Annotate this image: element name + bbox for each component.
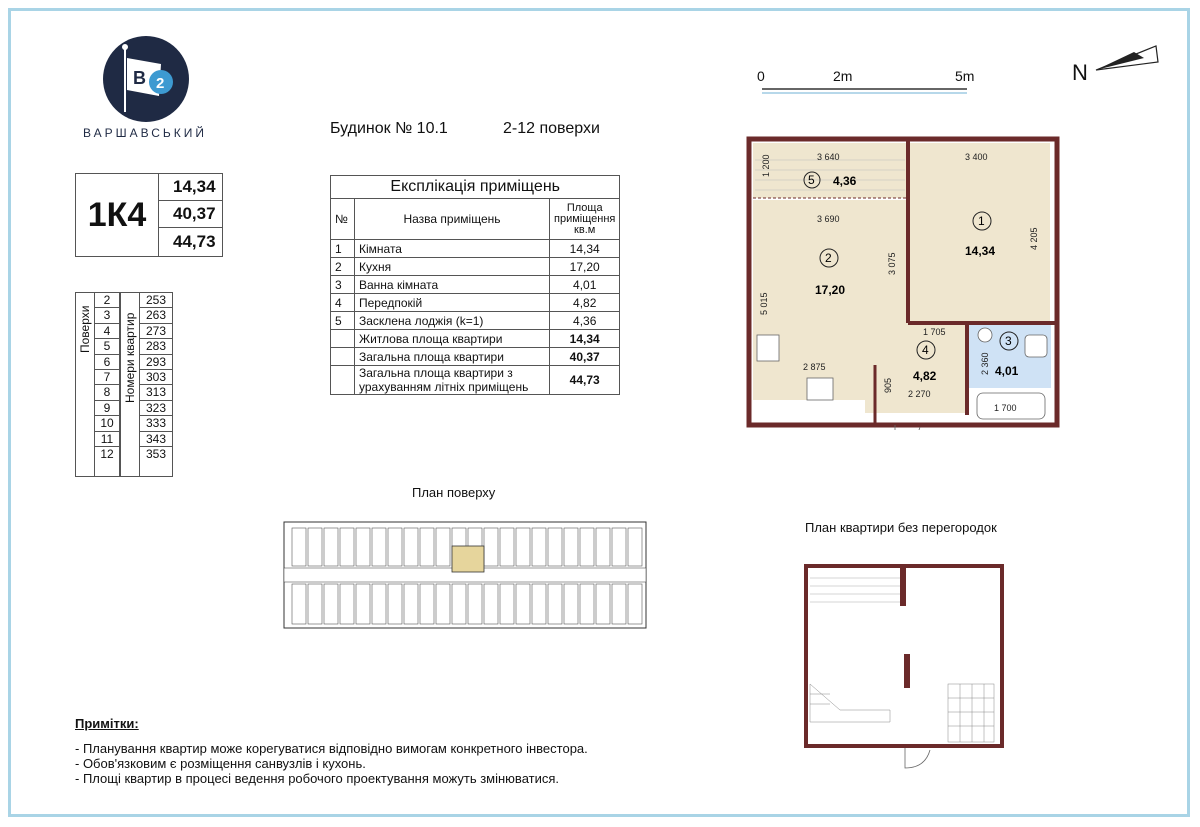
floor-cell: 7 xyxy=(95,370,119,385)
explication-row xyxy=(331,276,620,294)
col-area: Площа приміщення кв.м xyxy=(550,199,620,240)
explication-name: Ванна кімната xyxy=(355,276,550,294)
scale-0: 0 xyxy=(757,68,765,84)
dim-3400: 3 400 xyxy=(965,152,988,162)
floor-plan-cell xyxy=(532,584,546,624)
floor-plan-cell xyxy=(372,584,386,624)
floor-plan-cell xyxy=(372,528,386,566)
floor-plan-cell xyxy=(580,584,594,624)
dim-1200: 1 200 xyxy=(761,154,771,177)
floor-plan-cell xyxy=(340,528,354,566)
north-arrow-icon xyxy=(1094,42,1164,72)
floor-plan-cell xyxy=(532,528,546,566)
room-no-1: 1 xyxy=(978,214,985,228)
floors-label: Поверхи xyxy=(78,305,92,353)
floor-cell: 5 xyxy=(95,339,119,354)
floor-plan-cell xyxy=(500,528,514,566)
apt-number-cell: 283 xyxy=(140,339,172,354)
explication-name: Кухня xyxy=(355,258,550,276)
dim-2270: 2 270 xyxy=(908,389,931,399)
logo-number: 2 xyxy=(156,75,165,92)
explication-table xyxy=(330,175,620,395)
floor-plan-cell xyxy=(628,528,642,566)
logo-name: ВАРШАВСЬКИЙ xyxy=(82,126,207,140)
floor-plan-cell xyxy=(308,584,322,624)
floor-plan-label: План поверху xyxy=(412,485,496,500)
open-plan xyxy=(800,560,1010,780)
floor-plan-cell xyxy=(420,528,434,566)
floor-cell: 3 xyxy=(95,308,119,323)
floor-cell: 10 xyxy=(95,416,119,431)
floor-cell: 12 xyxy=(100,446,114,461)
dim-5015: 5 015 xyxy=(759,292,769,315)
dim-1705: 1 705 xyxy=(923,327,946,337)
note-1: - Планування квартир може корегуватися відповідно вимогам конкретного інвестора. xyxy=(75,741,588,756)
explication-area: 4,36 xyxy=(550,312,620,330)
floor-plan-cell xyxy=(452,584,466,624)
explication-total-row xyxy=(331,366,620,395)
scale-5m: 5m xyxy=(955,68,975,84)
floors-range: 2-12 поверхи xyxy=(503,120,600,137)
apt-number-cell: 293 xyxy=(140,355,172,370)
room-area-4: 4,82 xyxy=(913,369,937,383)
explication-no: 4 xyxy=(331,294,355,312)
north-label: N xyxy=(1072,60,1088,85)
explication-area: 14,34 xyxy=(550,240,620,258)
apt-number-cell: 313 xyxy=(140,385,172,400)
flag-icon xyxy=(103,36,189,122)
apartment-code-box xyxy=(75,173,223,257)
floor-plan-cell xyxy=(292,528,306,566)
dim-4205: 4 205 xyxy=(1029,227,1039,250)
floor-plan-cell xyxy=(292,584,306,624)
dim-3075: 3 075 xyxy=(887,252,897,275)
explication-row xyxy=(331,312,620,330)
floor-plan-cell xyxy=(516,584,530,624)
apartment-plan xyxy=(745,135,1065,430)
floor-plan-cell xyxy=(324,584,338,624)
open-plan-label: План квартири без перегородок xyxy=(805,520,997,535)
apt-number-cell: 333 xyxy=(140,416,172,431)
total-area: 14,34 xyxy=(550,330,620,348)
dim-905: 905 xyxy=(883,377,893,393)
logo xyxy=(75,30,210,150)
room-no-5: 5 xyxy=(808,173,815,187)
area-total: 40,37 xyxy=(159,201,223,228)
floor-plan-cell xyxy=(484,584,498,624)
explication-area: 4,82 xyxy=(550,294,620,312)
notes xyxy=(75,716,588,786)
explication-no: 1 xyxy=(331,240,355,258)
floor-plan-cell xyxy=(580,528,594,566)
floor-plan-cell xyxy=(340,584,354,624)
building-title: Будинок № 10.1 xyxy=(330,120,448,137)
room-area-1: 14,34 xyxy=(965,244,996,258)
floor-plan-cell xyxy=(436,584,450,624)
floor-cell: 9 xyxy=(95,401,119,416)
explication-no: 5 xyxy=(331,312,355,330)
apt-number-cell: 343 xyxy=(140,432,172,447)
logo-letter: B xyxy=(133,68,146,88)
notes-title: Примітки: xyxy=(75,716,139,731)
apt-number-cell: 253 xyxy=(140,293,172,308)
logo-circle xyxy=(103,36,189,122)
explication-title: Експлікація приміщень xyxy=(331,176,620,199)
apt-number-cell: 353 xyxy=(145,446,167,461)
floor-plan-cell xyxy=(356,584,370,624)
floor-plan-cell xyxy=(596,584,610,624)
explication-row xyxy=(331,240,620,258)
north-indicator xyxy=(1072,60,1088,86)
floor-cell: 8 xyxy=(95,385,119,400)
total-name: Житлова площа квартири xyxy=(355,330,550,348)
room-area-3: 4,01 xyxy=(995,364,1019,378)
apt-number-cell: 263 xyxy=(140,308,172,323)
note-3: - Площі квартир в процесі ведення робочого проектування можуть змінюватися. xyxy=(75,771,560,786)
highlighted-apartment xyxy=(452,546,484,572)
scale-2m: 2m xyxy=(833,68,853,84)
dim-2875: 2 875 xyxy=(803,362,826,372)
floor-plan-cell xyxy=(324,528,338,566)
apt-number-cell: 303 xyxy=(140,370,172,385)
apt-number-cell: 273 xyxy=(140,324,172,339)
floor-plan-cell xyxy=(404,528,418,566)
explication-name: Засклена лоджія (k=1) xyxy=(355,312,550,330)
dim-3640: 3 640 xyxy=(817,152,840,162)
floor-plan-cell xyxy=(468,584,482,624)
floor-cell: 11 xyxy=(95,432,119,447)
floor-plan-cell xyxy=(516,528,530,566)
dim-3690: 3 690 xyxy=(817,214,840,224)
explication-total-row xyxy=(331,348,620,366)
area-total-summer: 44,73 xyxy=(173,231,216,251)
floor-plan-cell xyxy=(356,528,370,566)
floor-plan-cell xyxy=(548,584,562,624)
floor-plan-cell xyxy=(404,584,418,624)
room-no-3: 3 xyxy=(1005,334,1012,348)
floor-plan-cell xyxy=(500,584,514,624)
total-name: Загальна площа квартири з урахуванням літніх приміщень xyxy=(355,366,550,395)
floor-cell: 2 xyxy=(95,293,119,308)
explication-no: 3 xyxy=(331,276,355,294)
total-area: 40,37 xyxy=(550,348,620,366)
floors-table xyxy=(75,292,173,477)
explication-row xyxy=(331,258,620,276)
col-no: № xyxy=(331,199,355,240)
dim-1700: 1 700 xyxy=(994,403,1017,413)
apartment-code: 1К4 xyxy=(87,195,147,234)
room-area-2: 17,20 xyxy=(815,283,846,297)
floor-plan-cell xyxy=(388,528,402,566)
explication-area: 17,20 xyxy=(550,258,620,276)
explication-name: Передпокій xyxy=(355,294,550,312)
floor-plan-cell xyxy=(436,528,450,566)
explication-no: 2 xyxy=(331,258,355,276)
floor-plan-cell xyxy=(388,584,402,624)
explication-area: 4,01 xyxy=(550,276,620,294)
col-name: Назва приміщень xyxy=(355,199,550,240)
floor-plan-cell xyxy=(420,584,434,624)
floor-cell: 4 xyxy=(95,324,119,339)
floor-plan-cell xyxy=(564,584,578,624)
floor-plan-cell xyxy=(612,528,626,566)
explication-name: Кімната xyxy=(355,240,550,258)
floor-plan xyxy=(282,520,648,630)
floor-cell: 6 xyxy=(95,355,119,370)
explication-row xyxy=(331,294,620,312)
explication-total-row xyxy=(331,330,620,348)
room-no-2: 2 xyxy=(825,251,832,265)
floor-plan-cell xyxy=(484,528,498,566)
floor-plan-cell xyxy=(308,528,322,566)
floor-plan-cell xyxy=(612,584,626,624)
room-area-5: 4,36 xyxy=(833,174,857,188)
area-living: 14,34 xyxy=(159,174,223,201)
dim-2360: 2 360 xyxy=(980,352,990,375)
note-2: - Обов'язковим є розміщення санвузлів і кухонь. xyxy=(75,756,366,771)
floor-plan-cell xyxy=(564,528,578,566)
apts-label: Номери квартир xyxy=(123,312,137,403)
total-name: Загальна площа квартири xyxy=(355,348,550,366)
total-area: 44,73 xyxy=(550,366,620,395)
room-no-4: 4 xyxy=(922,343,929,357)
floor-plan-cell xyxy=(548,528,562,566)
floor-plan-cell xyxy=(596,528,610,566)
apt-number-cell: 323 xyxy=(140,401,172,416)
floor-plan-cell xyxy=(628,584,642,624)
